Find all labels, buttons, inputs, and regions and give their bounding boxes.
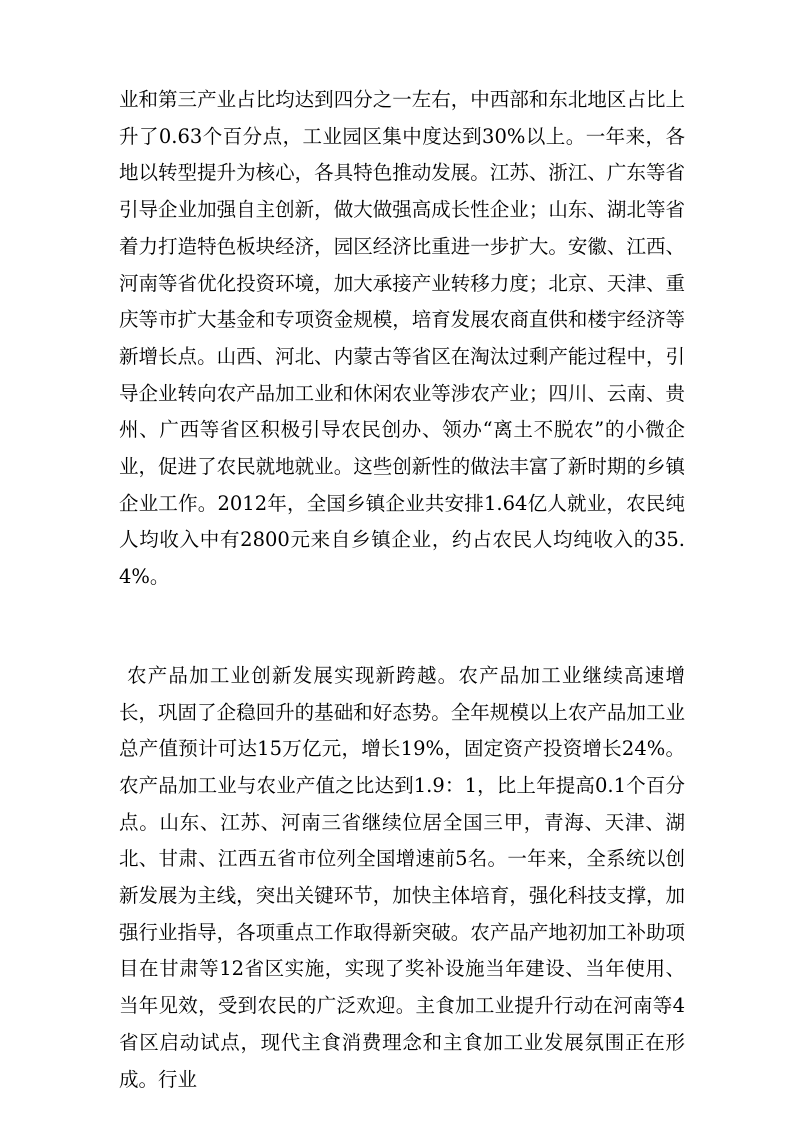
paragraph-agricultural-processing: 农产品加工业创新发展实现新跨越。农产品加工业继续高速增长，巩固了企稳回升的基础和好态势。全年规模以上农产品加工业总产值预计可达15万亿元，增长19%，固定资产投资增长24%。农产品加工业与农业产值之比达到1.9：1，比上年提高0.1个百分点。山东、江苏、河南三省继续位居全国三甲，青海、天津、湖北、甘肃、江西五省市位列全国增速前5名。一年来，全系统以创新发展为主线，突出关键环节，加快主体培育，强化科技支撑，加强行业指导，各项重点工作取得新突破。农产品产地初加工补助项目在甘肃等12省区实施，实现了奖补设施当年建设、当年使用、当年见效，受到农民的广泛欢迎。主食加工业提升行动在河南等4省区启动试点，现代主食消费理念和主食加工业发展氛围正在形成。行业: [119, 663, 685, 1091]
document-body: [119, 82, 685, 1098]
paragraph-township-enterprises: 业和第三产业占比均达到四分之一左右，中西部和东北地区占比上升了0.63个百分点，工业园区集中度达到30%以上。一年来，各地以转型提升为核心，各具特色推动发展。江苏、浙江、广东等省引导企业加强自主创新，做大做强高成长性企业；山东、湖北等省着力打造特色板块经济，园区经济比重进一步扩大。安徽、江西、河南等省优化投资环境，加大承接产业转移力度；北京、天津、重庆等市扩大基金和专项资金规模，培育发展农商直供和楼宇经济等新增长点。山西、河北、内蒙古等省区在淘汰过剩产能过程中，引导企业转向农产品加工业和休闲农业等涉农产业；四川、云南、贵州、广西等省区积极引导农民创办、领办“离土不脱农”的小微企业，促进了农民就地就业。这些创新性的做法丰富了新时期的乡镇企业工作。2012年，全国乡镇企业共安排1.64亿人就业，农民纯人均收入中有2800元来自乡镇企业，约占农民人均纯收入的35.4%。: [119, 88, 685, 589]
